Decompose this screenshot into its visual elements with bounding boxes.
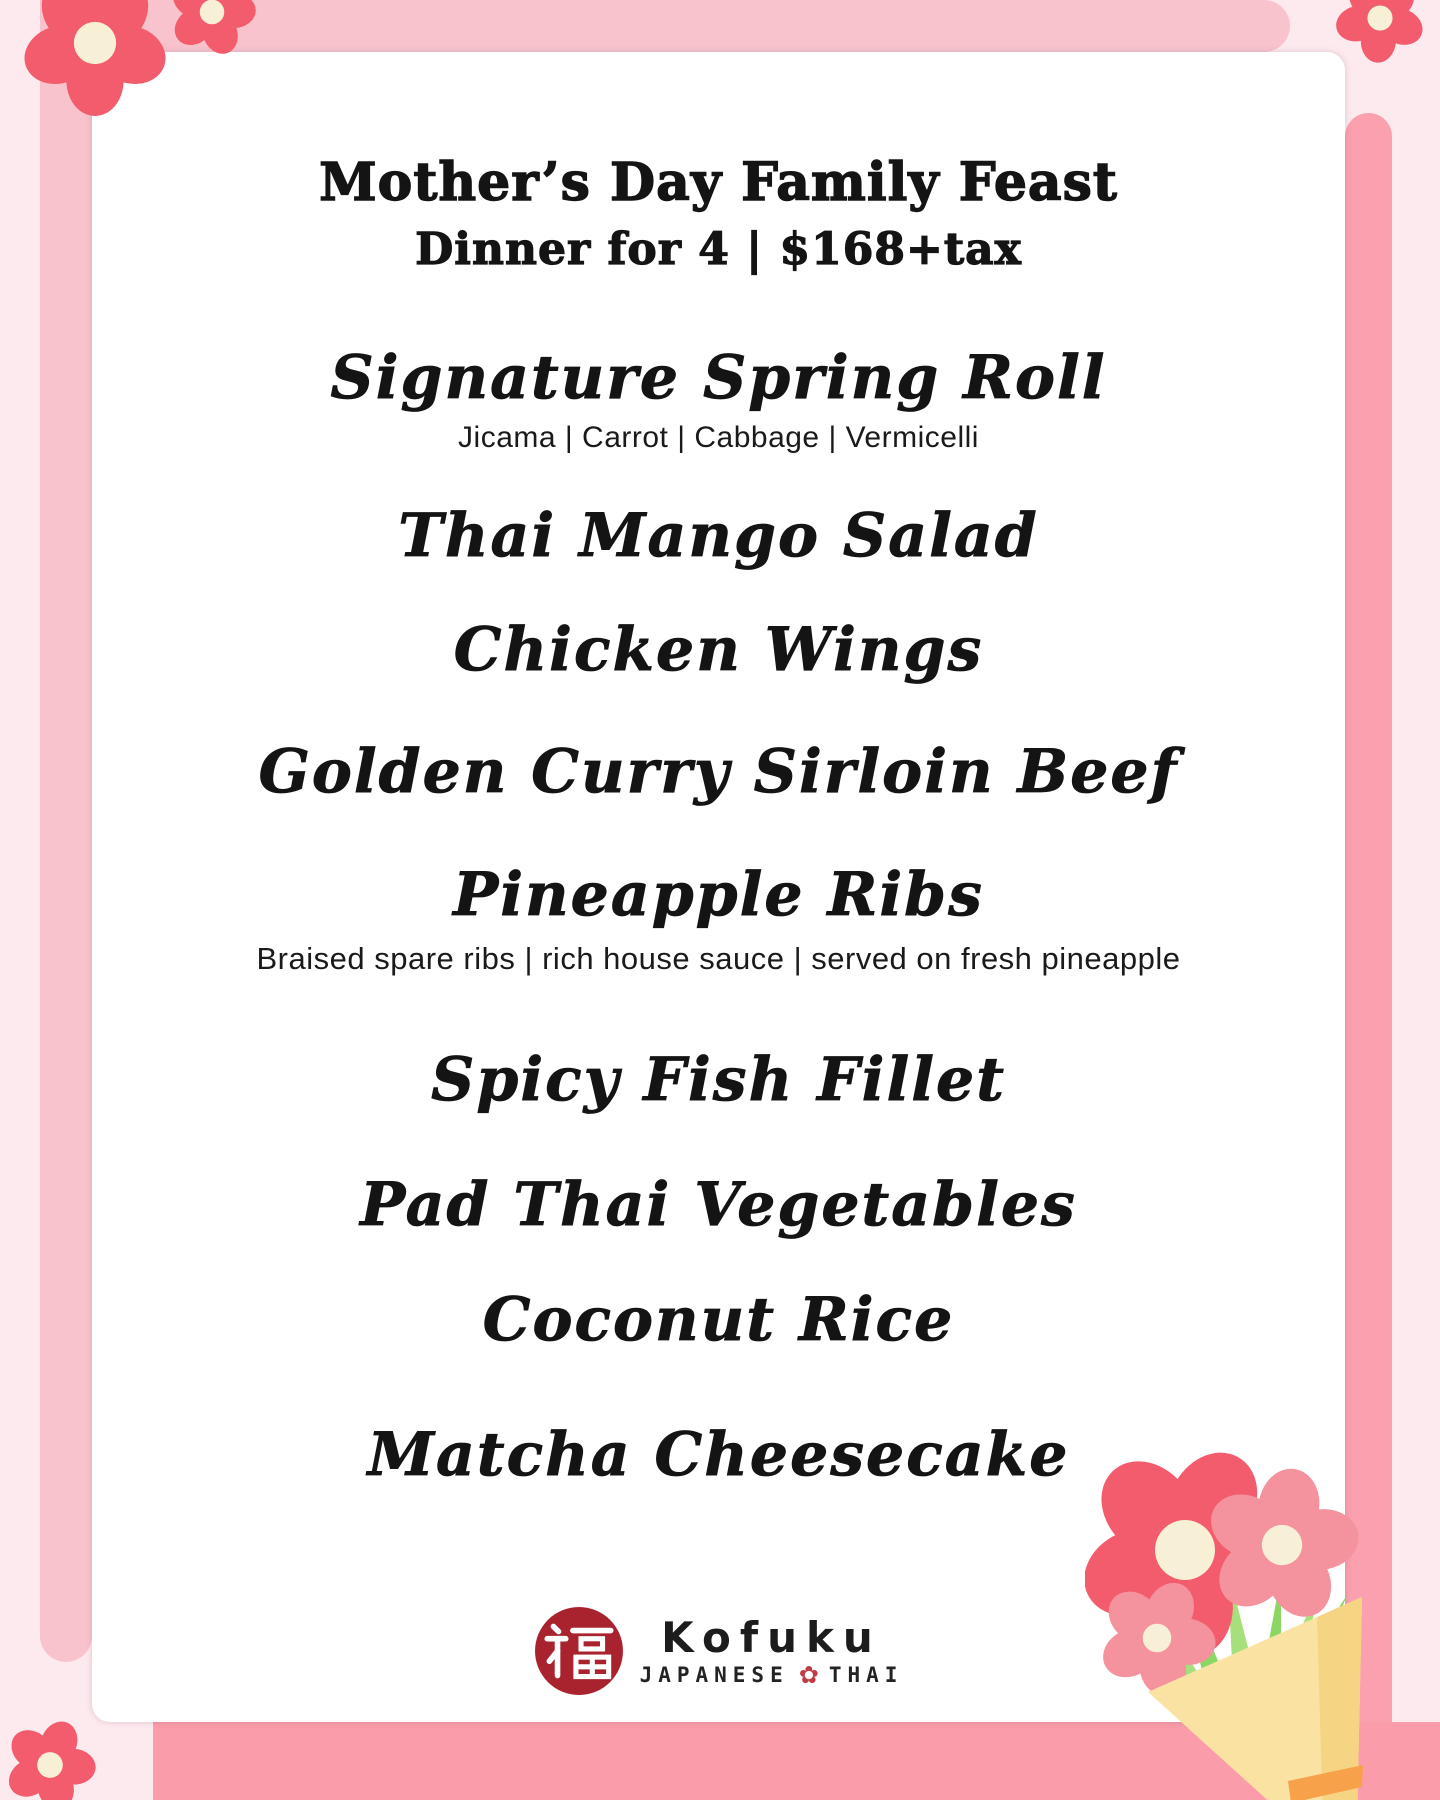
menu-item-name: Thai Mango Salad [398,501,1039,571]
corner-flower-top-left-icon [20,0,170,118]
menu-item-name: Chicken Wings [453,615,984,685]
menu-item-name: Pineapple Ribs [453,860,984,930]
page-subtitle: Dinner for 4 | $168+tax [415,224,1022,275]
menu-item-name: Signature Spring Roll [330,343,1107,413]
menu-item-name: Pad Thai Vegetables [360,1170,1077,1240]
corner-flower-top-left-small-icon [167,0,257,57]
flower-bouquet-icon [1085,1425,1405,1800]
tagline-thai: THAI [828,1663,904,1687]
menu-item-desc: Braised spare ribs | rich house sauce | served on fresh pineapple [256,941,1181,976]
tagline-japanese: JAPANESE [639,1663,789,1687]
menu-item-name: Golden Curry Sirloin Beef [258,737,1179,807]
corner-flower-bottom-left-icon [3,1718,97,1800]
frame-band-left [40,0,92,1662]
fuku-seal-icon [534,1606,624,1696]
brand-name: Kofuku [661,1613,882,1662]
plum-blossom-icon: ✿ [798,1661,819,1689]
logo-text [640,1615,904,1687]
logo-tagline [640,1663,904,1687]
menu-item-name: Matcha Cheesecake [367,1420,1070,1490]
corner-flower-top-right-icon [1334,0,1426,64]
menu-item-desc: Jicama | Carrot | Cabbage | Vermicelli [458,421,979,454]
menu-item-name: Spicy Fish Fillet [431,1045,1006,1115]
menu-item-name: Coconut Rice [482,1285,955,1355]
page-title: Mother’s Day Family Feast [319,152,1118,213]
